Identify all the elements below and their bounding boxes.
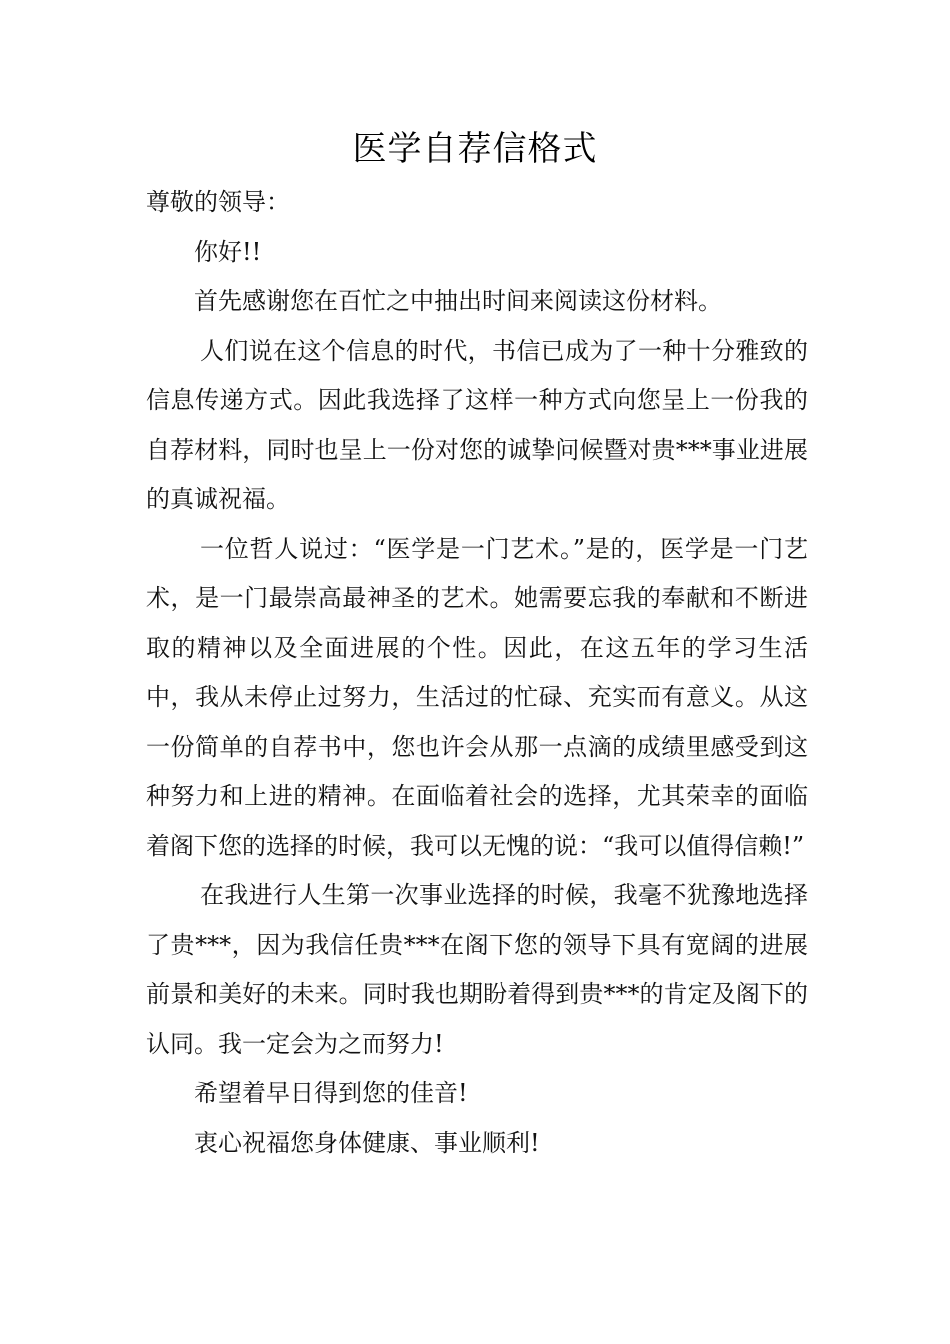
hope-paragraph: 希望着早日得到您的佳音! (194, 1079, 468, 1107)
medicine-art-paragraph: 一位哲人说过：“医学是一门艺术。”是的，医学是一门艺术，是一门最崇高最神圣的艺术。她需要忘我的奉献和不断进取的精神以及全面进展的个性。因此，在这五年的学习生活中，我从未停止过努力，生活过的忙碌、充实而有意义。从这一份简单的自荐书中，您也许会从那一点滴的成绩里感受到这种努力和上进的精神。在面临着社会的选择，尤其荣幸的面临着阁下您的选择的时候，我可以无愧的说：“我可以值得信赖!” (146, 534, 808, 860)
career-choice-paragraph: 在我进行人生第一次事业选择的时候，我毫不犹豫地选择了贵***，因为我信任贵***在阁下您的领导下具有宽阔的进展前景和美好的未来。同时我也期盼着得到贵***的肯定及阁下的认同。我一定会为之而努力! (146, 881, 808, 1058)
wishes-paragraph: 衷心祝福您身体健康、事业顺利! (194, 1128, 540, 1157)
thanks-paragraph: 首先感谢您在百忙之中抽出时间来阅读这份材料。 (194, 287, 722, 315)
document-title: 医学自荐信格式 (352, 129, 598, 169)
letter-body (146, 178, 808, 1168)
intro-paragraph: 人们说在这个信息的时代，书信已成为了一种十分雅致的信息传递方式。因此我选择了这样一种方式向您呈上一份我的自荐材料，同时也呈上一份对您的诚挚问候暨对贵***事业进展的真诚祝福。 (146, 336, 808, 513)
salutation: 尊敬的领导： (146, 188, 290, 216)
greeting-paragraph: 你好!! (194, 237, 262, 266)
